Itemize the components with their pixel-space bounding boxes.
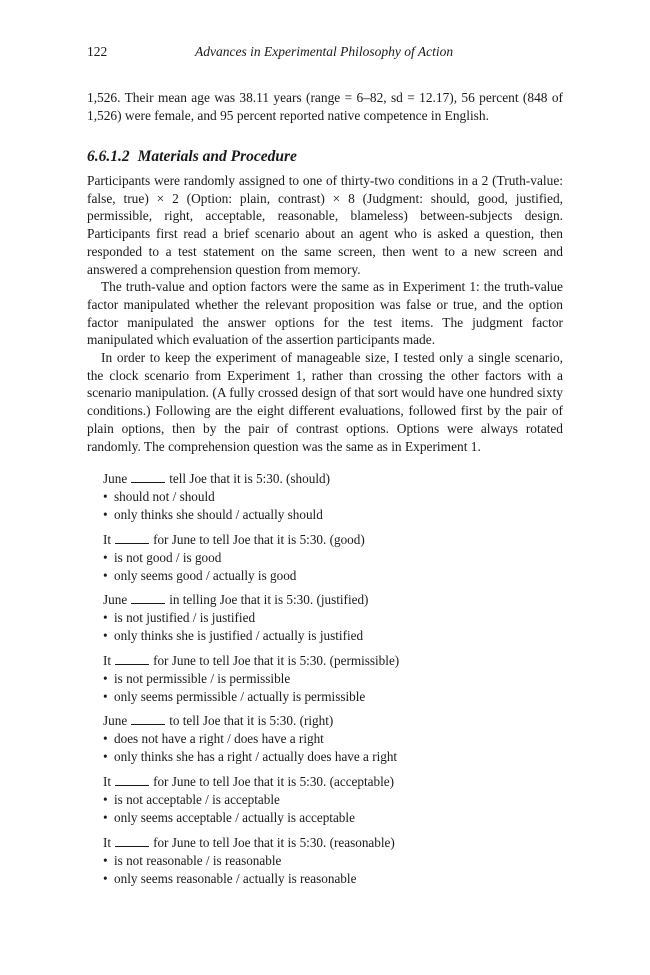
running-header xyxy=(87,44,563,64)
intro-paragraph: 1,526. Their mean age was 38.11 years (range = 6–82, sd = 12.17), 56 percent (848 of 1,526) were female, and 95 percent reported native competence in English. xyxy=(87,90,563,123)
answer-blank xyxy=(131,714,165,725)
option-text: is not reasonable / is reasonable xyxy=(114,852,282,868)
option-text: does not have a right / does have a right xyxy=(114,731,324,747)
option-list xyxy=(103,852,543,888)
option-item xyxy=(103,791,543,809)
bullet-icon: • xyxy=(103,791,108,807)
page-number: 122 xyxy=(87,44,108,59)
condition-stem xyxy=(103,652,543,670)
option-text: only seems good / actually is good xyxy=(114,567,297,583)
option-list xyxy=(103,730,543,766)
condition-item xyxy=(103,712,543,766)
stem-suffix: tell Joe that it is 5:30. (should) xyxy=(169,471,330,486)
option-text: is not good / is good xyxy=(114,549,222,565)
option-text: is not acceptable / is acceptable xyxy=(114,791,280,807)
bullet-icon: • xyxy=(103,809,108,825)
option-list xyxy=(103,791,543,827)
section-number: 6.6.1.2 xyxy=(87,148,130,165)
condition-stem xyxy=(103,834,543,852)
bullet-icon: • xyxy=(103,507,108,522)
stem-suffix: for June to tell Joe that it is 5:30. (good) xyxy=(153,531,365,547)
condition-item xyxy=(103,531,543,585)
condition-item xyxy=(103,591,543,645)
condition-stem xyxy=(103,591,543,609)
option-text: should not / should xyxy=(114,489,215,504)
option-item xyxy=(103,506,543,524)
section-heading xyxy=(87,148,297,166)
condition-item xyxy=(103,773,543,827)
body-paragraph: The truth-value and option factors were the same as in Experiment 1: the truth-value factor manipulated whether the relevant proposition was false or true, and the option factor manipulated the answer options for the test items. The judgment factor manipulated which evaluation of the assertion participants made. xyxy=(87,279,563,348)
answer-blank xyxy=(131,593,165,604)
option-item xyxy=(103,549,543,567)
stem-suffix: to tell Joe that it is 5:30. (right) xyxy=(169,713,334,729)
option-text: is not permissible / is permissible xyxy=(114,670,291,686)
bullet-icon: • xyxy=(103,489,108,504)
option-item xyxy=(103,730,543,748)
section-title: Materials and Procedure xyxy=(137,148,297,165)
answer-blank xyxy=(115,654,149,665)
condition-stem xyxy=(103,531,543,549)
running-title: Advances in Experimental Philosophy of Action xyxy=(195,44,454,59)
stem-suffix: in telling Joe that it is 5:30. (justified) xyxy=(169,592,369,608)
condition-item xyxy=(103,834,543,888)
option-item xyxy=(103,748,543,766)
body-paragraph: In order to keep the experiment of manageable size, I tested only a single scenario, the clock scenario from Experiment 1, rather than crossing the other factors with a scenario manipulation. (A fully crossed design of that sort would have one hundred sixty conditions.) Following are the eight different evaluations, followed first by the pair of plain options, then by the pair of contrast options. Options were always rotated randomly. The comprehension question was the same as in Experiment 1. xyxy=(87,350,563,454)
option-list xyxy=(103,670,543,706)
option-list xyxy=(103,609,543,645)
bullet-icon: • xyxy=(103,870,108,886)
bullet-icon: • xyxy=(103,688,108,704)
condition-item xyxy=(103,470,543,524)
bullet-icon: • xyxy=(103,567,108,583)
option-text: only thinks she should / actually should xyxy=(114,507,323,522)
condition-stem xyxy=(103,773,543,791)
option-item xyxy=(103,688,543,706)
condition-stem xyxy=(103,712,543,730)
bullet-icon: • xyxy=(103,670,108,686)
stem-prefix: June xyxy=(103,713,128,729)
stem-suffix: for June to tell Joe that it is 5:30. (permissible) xyxy=(153,652,400,668)
option-text: is not justified / is justified xyxy=(114,610,256,626)
answer-blank xyxy=(115,533,149,544)
option-item xyxy=(103,609,543,627)
section-body xyxy=(87,172,563,455)
condition-item xyxy=(103,652,543,706)
stem-prefix: June xyxy=(103,592,128,608)
option-item xyxy=(103,852,543,870)
option-item xyxy=(103,627,543,645)
answer-blank xyxy=(131,472,165,483)
stem-suffix: for June to tell Joe that it is 5:30. (acceptable) xyxy=(153,773,395,789)
condition-stem xyxy=(103,470,543,488)
stem-prefix: June xyxy=(103,471,128,486)
option-text: only seems reasonable / actually is reasonable xyxy=(114,870,357,886)
option-item xyxy=(103,488,543,506)
bullet-icon: • xyxy=(103,628,108,644)
option-text: only thinks she is justified / actually is justified xyxy=(114,628,364,644)
stem-prefix: It xyxy=(103,773,112,789)
option-list xyxy=(103,549,543,585)
stem-prefix: It xyxy=(103,531,112,547)
option-text: only thinks she has a right / actually does have a right xyxy=(114,749,398,765)
option-list xyxy=(103,488,543,524)
stem-suffix: for June to tell Joe that it is 5:30. (reasonable) xyxy=(153,834,395,850)
stem-prefix: It xyxy=(103,834,112,850)
bullet-icon: • xyxy=(103,549,108,565)
answer-blank xyxy=(115,836,149,847)
body-paragraph: Participants were randomly assigned to one of thirty-two conditions in a 2 (Truth-value: false, true) × 2 (Option: plain, contrast) × 8 (Judgment: should, good, justified, permissible, right, acceptable, reasonable, blameless) between-subjects design. Participants first read a brief scenario about an agent who is asked a question, then responded to a test statement on the same screen, then went to a new screen and answered a comprehension question from memory. xyxy=(87,173,563,277)
option-text: only seems permissible / actually is permissible xyxy=(114,688,366,704)
conditions-list xyxy=(103,470,543,894)
bullet-icon: • xyxy=(103,749,108,765)
option-item xyxy=(103,670,543,688)
bullet-icon: • xyxy=(103,731,108,747)
option-text: only seems acceptable / actually is acceptable xyxy=(114,809,355,825)
option-item xyxy=(103,567,543,585)
option-item xyxy=(103,809,543,827)
answer-blank xyxy=(115,775,149,786)
option-item xyxy=(103,870,543,888)
bullet-icon: • xyxy=(103,610,108,626)
bullet-icon: • xyxy=(103,852,108,868)
stem-prefix: It xyxy=(103,652,112,668)
